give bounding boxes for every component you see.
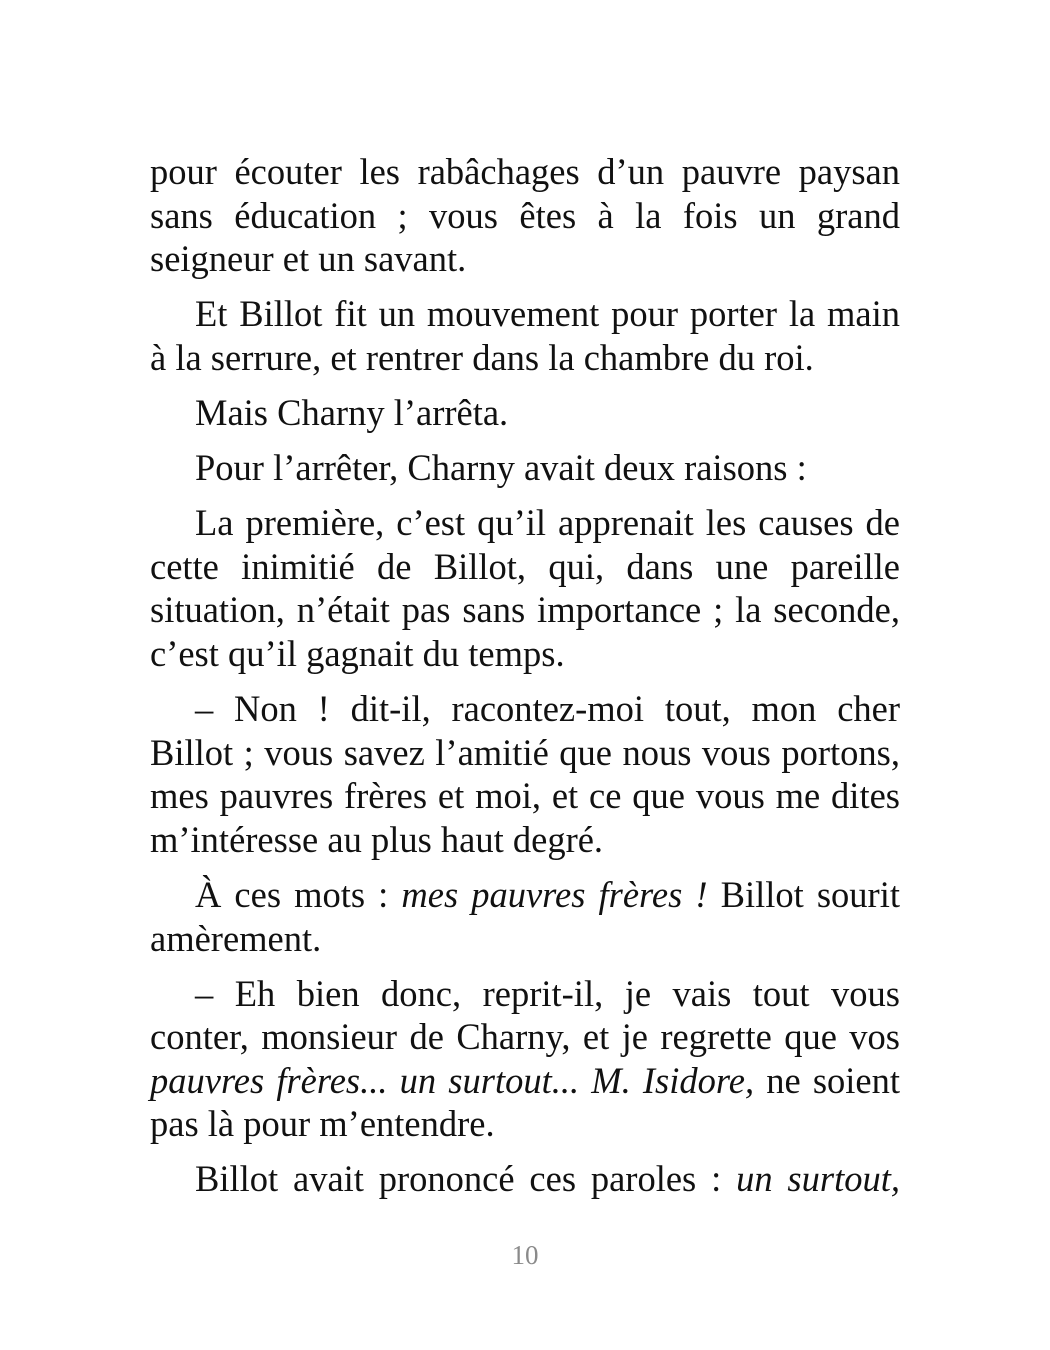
text-run: Mais Charny l’arrêta.	[195, 391, 509, 433]
paragraph	[150, 150, 900, 281]
text-run: Billot avait prononcé ces paroles :	[195, 1158, 737, 1200]
text-run: pour écouter les rabâchages d’un pauvre paysan sans éducation ; vous êtes à la fois un grand seigneur et un savant.	[150, 151, 900, 280]
text-run: À ces mots :	[195, 873, 402, 915]
page-number: 10	[511, 1240, 539, 1270]
text-run: La première, c’est qu’il apprenait les causes de cette inimitié de Billot, qui, dans une pareille situation, n’était pas sans importance ; la seconde, c’est qu’il gagnait du temps.	[150, 502, 900, 674]
paragraph	[150, 972, 900, 1146]
paragraph-continued	[150, 1157, 900, 1201]
text-run: ne soient pas là pour m’entendre.	[150, 1059, 901, 1145]
paragraph	[150, 501, 900, 675]
italic-text-run: pauvres frères... un surtout... M. Isidore,	[150, 1059, 755, 1101]
italic-text-run: mes pauvres frères !	[401, 873, 708, 915]
text-run: Et Billot fit un mouvement pour porter la main à la serrure, et rentrer dans la chambre du roi.	[150, 293, 900, 378]
paragraph	[150, 391, 900, 435]
paragraph	[150, 292, 900, 379]
text-run: – Eh bien donc, reprit-il, je vais tout vous conter, monsieur de Charny, et je regrette que vos	[150, 972, 900, 1058]
text-run: Billot sourit amèrement.	[150, 873, 900, 959]
text-run: – Non ! dit-il, racontez-moi tout, mon cher Billot ; vous savez l’amitié que nous vous portons, mes pauvres frères et moi, et ce que vous me dites m’intéresse au plus haut degré.	[150, 688, 900, 860]
text-run: Pour l’arrêter, Charny avait deux raisons :	[195, 447, 807, 489]
paragraph	[150, 873, 900, 960]
paragraph	[150, 446, 900, 490]
paragraph	[150, 687, 900, 861]
book-page	[150, 150, 900, 1213]
italic-text-run: un surtout,	[736, 1158, 900, 1200]
